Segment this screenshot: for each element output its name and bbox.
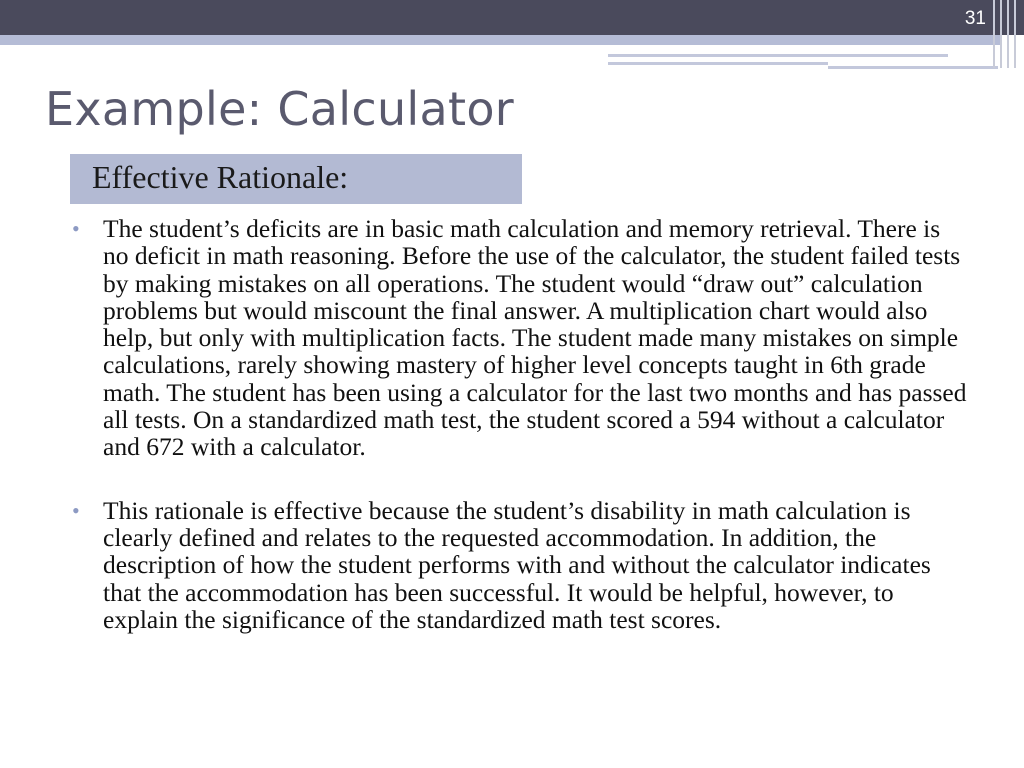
bullet-item (70, 497, 970, 633)
bullet-dot-icon: • (72, 497, 80, 523)
bullet-dot-icon: • (72, 216, 80, 241)
header-vertical-stripe (1014, 0, 1016, 68)
bullet-item (70, 215, 970, 461)
header-vertical-stripe (993, 0, 995, 68)
bullet-text: This rationale is effective because the student’s disability in math calculation is clearly defined and relates to the requested accommodation. In addition, the description of how the student performs with and without the calculator indicates that the accommodation has been successful. It would be helpful, however, to explain the significance of the standardized math test scores. (103, 495, 931, 634)
header-stripe-line (608, 62, 828, 65)
bullet-text: The student’s deficits are in basic math calculation and memory retrieval. There is no deficit in math reasoning. Before the use of the calculator, the student failed tests by making mistakes on all operations. The student would “draw out” calculation problems but would miscount the final answer. A multiplication chart would also help, but only with multiplication facts. The student made many mistakes on simple calculations, rarely showing mastery of higher level concepts taught in 6th grade math. The student has been using a calculator for the last two months and has passed all tests. On a standardized math test, the student scored a 594 without a calculator and 672 with a calculator. (103, 214, 967, 462)
header-bar (0, 0, 1024, 35)
slide-title: Example: Calculator (45, 82, 514, 136)
header-vertical-stripe (1000, 0, 1002, 68)
subtitle-label: Effective Rationale: (92, 159, 349, 195)
header-accent-stripe (0, 35, 1000, 45)
header-stripe-line (828, 66, 998, 69)
bullet-list (70, 215, 970, 669)
subtitle-box (70, 154, 522, 204)
header-vertical-stripe (1007, 0, 1009, 68)
header-stripe-line (608, 54, 948, 57)
slide-number: 31 (964, 8, 986, 29)
